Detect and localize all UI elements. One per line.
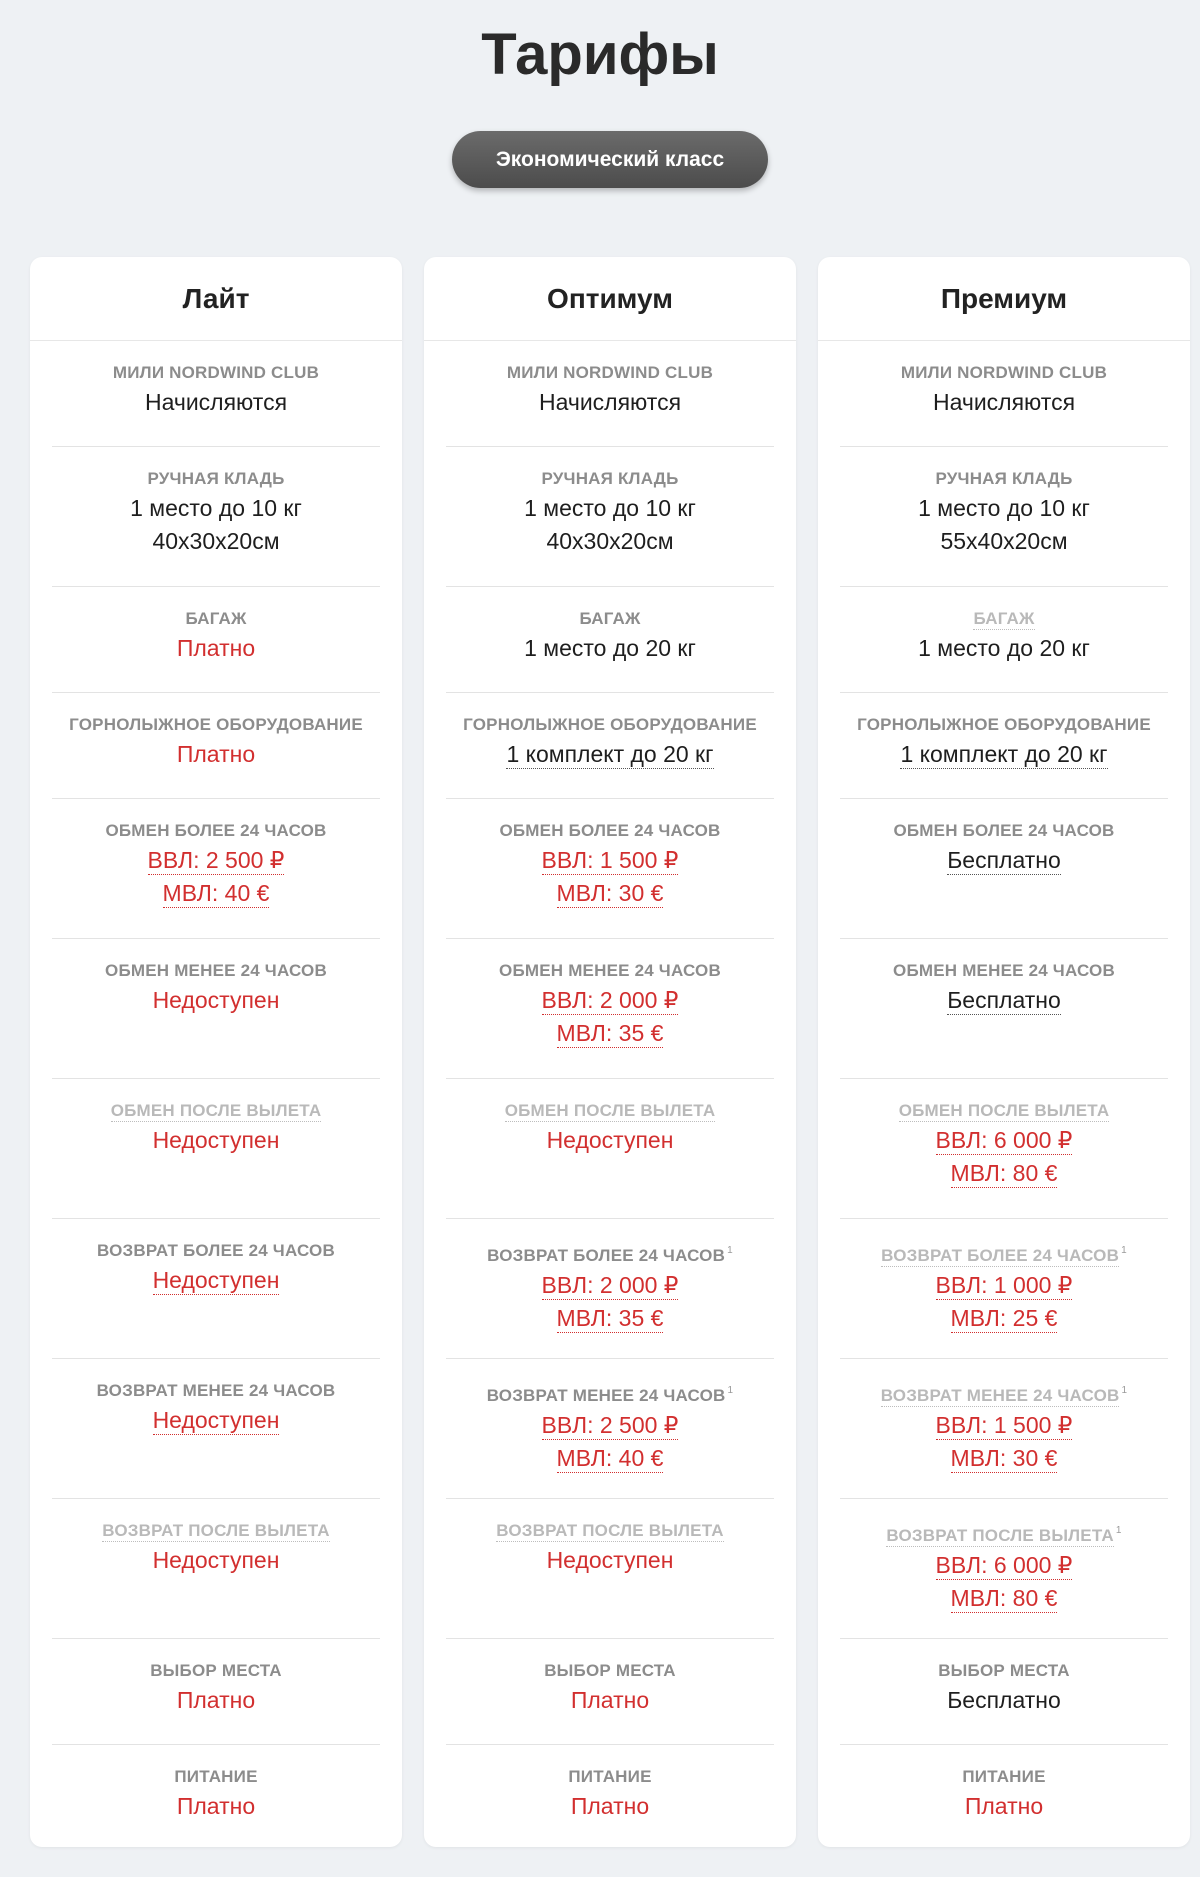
- feature-value[interactable]: [840, 1442, 1168, 1475]
- tariff-row: [52, 799, 380, 939]
- feature-value[interactable]: [840, 1269, 1168, 1302]
- feature-label-text: БАГАЖ: [579, 609, 641, 628]
- feature-label-text: ОБМЕН МЕНЕЕ 24 ЧАСОВ: [499, 961, 721, 980]
- footnote-marker: 1: [727, 1245, 733, 1256]
- tariff-row: [446, 1219, 774, 1359]
- feature-label-text: ВЫБОР МЕСТА: [150, 1661, 282, 1680]
- feature-value-text: Недоступен: [546, 1127, 674, 1153]
- feature-value[interactable]: [446, 1409, 774, 1442]
- feature-value-text: 1 место до 10 кг: [918, 495, 1090, 521]
- feature-label[interactable]: [840, 1101, 1168, 1121]
- feature-label-text: ПИТАНИЕ: [568, 1767, 652, 1786]
- tariff-row: [52, 447, 380, 587]
- feature-label: [52, 469, 380, 489]
- feature-label-text: ОБМЕН МЕНЕЕ 24 ЧАСОВ: [105, 961, 327, 980]
- feature-value: [840, 632, 1168, 665]
- feature-value-text: Начисляются: [932, 389, 1076, 415]
- tariff-card-3: [818, 257, 1190, 1847]
- economy-class-button[interactable]: Экономический класс: [452, 131, 768, 188]
- feature-label-text: ОБМЕН БОЛЕЕ 24 ЧАСОВ: [105, 821, 327, 840]
- feature-label: [840, 821, 1168, 841]
- feature-value-text[interactable]: МВЛ: 35 €: [556, 1020, 664, 1046]
- feature-label: [52, 1661, 380, 1681]
- feature-label: [446, 961, 774, 981]
- feature-value-text[interactable]: МВЛ: 30 €: [950, 1445, 1058, 1471]
- feature-label: [446, 1381, 774, 1406]
- feature-label-text: ВОЗВРАТ МЕНЕЕ 24 ЧАСОВ: [96, 1381, 336, 1400]
- feature-label: [446, 1241, 774, 1266]
- feature-value-text[interactable]: 1 комплект до 20 кг: [506, 741, 714, 767]
- feature-value-text: Платно: [176, 1687, 256, 1713]
- feature-label-text: ВОЗВРАТ ПОСЛЕ ВЫЛЕТА: [496, 1521, 724, 1540]
- feature-value[interactable]: [52, 1404, 380, 1437]
- feature-value-text: Недоступен: [152, 1547, 280, 1573]
- tariff-row: [840, 1359, 1168, 1499]
- feature-value-text[interactable]: МВЛ: 80 €: [950, 1585, 1058, 1611]
- feature-value-text[interactable]: ВВЛ: 1 000 ₽: [935, 1272, 1073, 1298]
- tariff-card-1: [30, 257, 402, 1847]
- feature-value: [446, 1124, 774, 1157]
- feature-value: [52, 1684, 380, 1717]
- feature-label: [840, 363, 1168, 383]
- feature-value-text: Платно: [176, 635, 256, 661]
- feature-label[interactable]: [52, 1521, 380, 1541]
- feature-value-text[interactable]: Бесплатно: [947, 987, 1061, 1013]
- feature-label-text: ОБМЕН БОЛЕЕ 24 ЧАСОВ: [893, 821, 1115, 840]
- tariff-row: [840, 799, 1168, 939]
- tariff-row: [52, 1639, 380, 1745]
- feature-label: [52, 1767, 380, 1787]
- tariff-row: [52, 1219, 380, 1359]
- feature-value-text[interactable]: Недоступен: [152, 1267, 280, 1293]
- feature-value[interactable]: [840, 1302, 1168, 1335]
- feature-value-text[interactable]: Недоступен: [152, 1407, 280, 1433]
- feature-label[interactable]: [840, 1241, 1168, 1266]
- feature-label: [840, 961, 1168, 981]
- tariff-row: [446, 1359, 774, 1499]
- tariff-card-2: [424, 257, 796, 1847]
- feature-label: [446, 469, 774, 489]
- tariff-row: [840, 1219, 1168, 1359]
- tariff-row: [446, 447, 774, 587]
- feature-value: [840, 525, 1168, 558]
- feature-label: [52, 609, 380, 629]
- feature-label: [52, 363, 380, 383]
- feature-label[interactable]: [446, 1101, 774, 1121]
- footnote-marker: 1: [1121, 1385, 1128, 1396]
- feature-value-text: Платно: [176, 741, 256, 767]
- feature-value: [446, 632, 774, 665]
- feature-value: [446, 1790, 774, 1823]
- feature-value: [52, 632, 380, 665]
- tariff-row: [52, 1499, 380, 1639]
- feature-value: [446, 1544, 774, 1577]
- feature-label: [840, 1767, 1168, 1787]
- feature-value-text[interactable]: МВЛ: 80 €: [950, 1160, 1058, 1186]
- tariff-row: [52, 939, 380, 1079]
- feature-value-text[interactable]: ВВЛ: 2 000 ₽: [541, 1272, 679, 1298]
- feature-value-text: Недоступен: [152, 1127, 280, 1153]
- feature-value-text: 1 место до 20 кг: [524, 635, 696, 661]
- tariff-row: [840, 693, 1168, 799]
- feature-value[interactable]: [446, 844, 774, 877]
- feature-label-text: ГОРНОЛЫЖНОЕ ОБОРУДОВАНИЕ: [463, 715, 757, 734]
- feature-label-text: ВОЗВРАТ ПОСЛЕ ВЫЛЕТА: [886, 1526, 1114, 1545]
- feature-value-text[interactable]: ВВЛ: 2 500 ₽: [147, 847, 285, 873]
- feature-value[interactable]: [446, 1442, 774, 1475]
- tariff-row: [52, 587, 380, 693]
- feature-label: [840, 1661, 1168, 1681]
- feature-value-text[interactable]: ВВЛ: 6 000 ₽: [935, 1552, 1073, 1578]
- feature-value: [52, 1544, 380, 1577]
- feature-label: [446, 1661, 774, 1681]
- feature-label-text: ГОРНОЛЫЖНОЕ ОБОРУДОВАНИЕ: [69, 715, 363, 734]
- feature-value-text: Недоступен: [546, 1547, 674, 1573]
- tariff-row: [840, 1639, 1168, 1745]
- tariff-row: [52, 341, 380, 447]
- feature-value: [840, 1790, 1168, 1823]
- feature-value-text: Начисляются: [538, 389, 682, 415]
- feature-value[interactable]: [446, 1269, 774, 1302]
- feature-value[interactable]: [840, 844, 1168, 877]
- tariff-row: [840, 1499, 1168, 1639]
- feature-label-text: РУЧНАЯ КЛАДЬ: [935, 469, 1073, 488]
- feature-value[interactable]: [446, 984, 774, 1017]
- feature-value-text[interactable]: МВЛ: 30 €: [556, 880, 664, 906]
- feature-label-text: БАГАЖ: [973, 609, 1035, 628]
- feature-value-text: 1 место до 20 кг: [918, 635, 1090, 661]
- feature-label[interactable]: [840, 609, 1168, 629]
- tariff-name: Премиум: [818, 257, 1190, 341]
- feature-label-text: МИЛИ NORDWIND CLUB: [900, 363, 1108, 382]
- feature-label-text: ОБМЕН МЕНЕЕ 24 ЧАСОВ: [893, 961, 1115, 980]
- tariff-row: [840, 587, 1168, 693]
- feature-value[interactable]: [840, 1582, 1168, 1615]
- tariff-row: [446, 799, 774, 939]
- tariff-row: [840, 341, 1168, 447]
- feature-label: [52, 961, 380, 981]
- feature-label-text: РУЧНАЯ КЛАДЬ: [541, 469, 679, 488]
- feature-value-text: Недоступен: [152, 987, 280, 1013]
- tariff-row: [52, 1359, 380, 1499]
- feature-value: [52, 525, 380, 558]
- feature-label[interactable]: [52, 1101, 380, 1121]
- feature-value[interactable]: [446, 1017, 774, 1050]
- feature-label: [52, 715, 380, 735]
- feature-label-text: БАГАЖ: [185, 609, 247, 628]
- tariff-row: [840, 939, 1168, 1079]
- tariff-row: [446, 341, 774, 447]
- feature-label: [52, 1241, 380, 1261]
- feature-label[interactable]: [840, 1381, 1168, 1406]
- feature-value[interactable]: [446, 877, 774, 910]
- feature-value-text[interactable]: МВЛ: 40 €: [556, 1445, 664, 1471]
- tariff-row: [840, 1745, 1168, 1850]
- feature-label-text: ВОЗВРАТ БОЛЕЕ 24 ЧАСОВ: [881, 1246, 1120, 1265]
- feature-value[interactable]: [52, 844, 380, 877]
- feature-value: [840, 1684, 1168, 1717]
- feature-value-text[interactable]: Бесплатно: [947, 847, 1061, 873]
- feature-value: [52, 738, 380, 771]
- feature-label: [446, 821, 774, 841]
- feature-value-text: 40х30х20см: [152, 528, 280, 554]
- feature-label: [840, 715, 1168, 735]
- tariff-row: [446, 693, 774, 799]
- feature-value[interactable]: [840, 1124, 1168, 1157]
- feature-label-text: ОБМЕН ПОСЛЕ ВЫЛЕТА: [504, 1101, 716, 1120]
- feature-value[interactable]: [840, 1409, 1168, 1442]
- footnote-marker: 1: [1115, 1525, 1122, 1536]
- tariff-row: [446, 1639, 774, 1745]
- feature-value[interactable]: [446, 1302, 774, 1335]
- feature-value-text[interactable]: ВВЛ: 1 500 ₽: [541, 847, 679, 873]
- tariff-row: [446, 1745, 774, 1850]
- feature-label-text: ВОЗВРАТ БОЛЕЕ 24 ЧАСОВ: [97, 1241, 335, 1260]
- tariff-row: [446, 1079, 774, 1219]
- feature-value-text[interactable]: МВЛ: 40 €: [162, 880, 270, 906]
- feature-value: [446, 1684, 774, 1717]
- feature-value-text: Платно: [964, 1793, 1044, 1819]
- feature-label: [52, 821, 380, 841]
- tariff-row: [446, 939, 774, 1079]
- feature-value: [52, 984, 380, 1017]
- tariff-row: [52, 1079, 380, 1219]
- feature-label-text: ВЫБОР МЕСТА: [544, 1661, 676, 1680]
- feature-value-text[interactable]: ВВЛ: 2 000 ₽: [541, 987, 679, 1013]
- tariff-row: [446, 1499, 774, 1639]
- feature-value: [52, 492, 380, 525]
- feature-value: [52, 1790, 380, 1823]
- tariff-row: [840, 1079, 1168, 1219]
- feature-label: [446, 715, 774, 735]
- feature-label-text: ОБМЕН ПОСЛЕ ВЫЛЕТА: [110, 1101, 322, 1120]
- feature-label-text: РУЧНАЯ КЛАДЬ: [147, 469, 285, 488]
- feature-value-text: 1 место до 10 кг: [524, 495, 696, 521]
- feature-value[interactable]: [840, 984, 1168, 1017]
- feature-label: [446, 363, 774, 383]
- feature-value-text[interactable]: МВЛ: 35 €: [556, 1305, 664, 1331]
- feature-label-text: ОБМЕН ПОСЛЕ ВЫЛЕТА: [898, 1101, 1110, 1120]
- feature-value[interactable]: [840, 738, 1168, 771]
- feature-label-text: ГОРНОЛЫЖНОЕ ОБОРУДОВАНИЕ: [857, 715, 1151, 734]
- feature-value[interactable]: [52, 1264, 380, 1297]
- feature-value: [446, 386, 774, 419]
- tariff-row: [446, 587, 774, 693]
- feature-label-text: ВОЗВРАТ БОЛЕЕ 24 ЧАСОВ: [487, 1246, 726, 1265]
- feature-value-text[interactable]: МВЛ: 25 €: [950, 1305, 1058, 1331]
- feature-value-text: 55х40х20см: [940, 528, 1068, 554]
- feature-value-text: Начисляются: [144, 389, 288, 415]
- tariff-name: Лайт: [30, 257, 402, 341]
- feature-value-text[interactable]: ВВЛ: 1 500 ₽: [935, 1412, 1073, 1438]
- tariff-row: [840, 447, 1168, 587]
- page-title: Тарифы: [481, 22, 719, 87]
- feature-value: [52, 1124, 380, 1157]
- tariff-row: [52, 693, 380, 799]
- feature-label-text: МИЛИ NORDWIND CLUB: [112, 363, 320, 382]
- feature-label-text: ОБМЕН БОЛЕЕ 24 ЧАСОВ: [499, 821, 721, 840]
- feature-value-text: Платно: [570, 1687, 650, 1713]
- feature-label: [52, 1381, 380, 1401]
- feature-value: [840, 386, 1168, 419]
- footnote-marker: 1: [727, 1385, 734, 1396]
- feature-label-text: ПИТАНИЕ: [174, 1767, 258, 1786]
- feature-label[interactable]: [840, 1521, 1168, 1546]
- feature-label: [446, 1767, 774, 1787]
- feature-value-text: Платно: [570, 1793, 650, 1819]
- feature-value[interactable]: [446, 738, 774, 771]
- feature-value[interactable]: [52, 877, 380, 910]
- feature-value: [446, 492, 774, 525]
- feature-value[interactable]: [840, 1157, 1168, 1190]
- feature-value-text[interactable]: ВВЛ: 6 000 ₽: [935, 1127, 1073, 1153]
- feature-value: [840, 492, 1168, 525]
- feature-label-text: ВОЗВРАТ МЕНЕЕ 24 ЧАСОВ: [880, 1386, 1120, 1405]
- feature-label-text: ВОЗВРАТ МЕНЕЕ 24 ЧАСОВ: [486, 1386, 726, 1405]
- feature-value-text: 40х30х20см: [546, 528, 674, 554]
- feature-label-text: МИЛИ NORDWIND CLUB: [506, 363, 714, 382]
- feature-label-text: ВЫБОР МЕСТА: [938, 1661, 1070, 1680]
- feature-label: [840, 469, 1168, 489]
- feature-value-text: 1 место до 10 кг: [130, 495, 302, 521]
- tariff-row: [52, 1745, 380, 1850]
- feature-label-text: ПИТАНИЕ: [962, 1767, 1046, 1786]
- feature-label[interactable]: [446, 1521, 774, 1541]
- feature-value-text: Платно: [176, 1793, 256, 1819]
- feature-value-text: Бесплатно: [947, 1687, 1061, 1713]
- feature-value[interactable]: [840, 1549, 1168, 1582]
- tariff-name: Оптимум: [424, 257, 796, 341]
- feature-value: [52, 386, 380, 419]
- feature-label: [446, 609, 774, 629]
- feature-value-text[interactable]: 1 комплект до 20 кг: [900, 741, 1108, 767]
- footnote-marker: 1: [1121, 1245, 1127, 1256]
- feature-value-text[interactable]: ВВЛ: 2 500 ₽: [541, 1412, 679, 1438]
- feature-value: [446, 525, 774, 558]
- feature-label-text: ВОЗВРАТ ПОСЛЕ ВЫЛЕТА: [102, 1521, 330, 1540]
